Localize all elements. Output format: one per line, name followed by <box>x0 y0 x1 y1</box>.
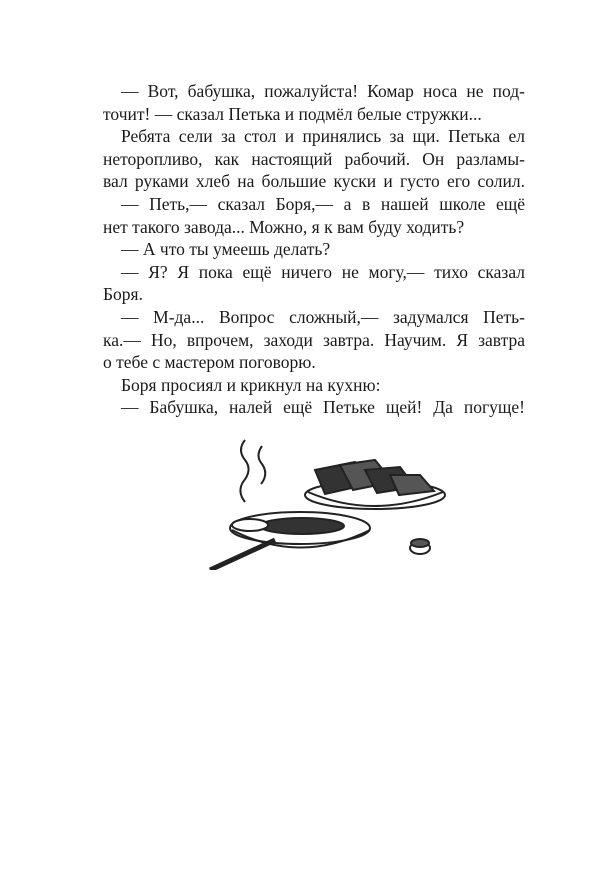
body-text <box>103 80 525 419</box>
text-line: нет такого завода... Можно, я к вам буду ходить? <box>103 216 465 237</box>
soup-bowl-icon <box>210 512 370 570</box>
text-line: неторопливо, как настоящий рабочий. Он разламы- <box>103 148 525 169</box>
text-line: ка.— Но, впрочем, заходи завтра. Научим. Я завтра <box>103 329 525 350</box>
text-line: точит! — сказал Петька и подмёл белые стружки... <box>103 103 482 124</box>
soup-and-bread-illustration <box>190 430 460 570</box>
bread-plate-icon <box>305 460 445 509</box>
text-line: Ребята сели за стол и принялись за щи. Петька ел <box>121 126 525 147</box>
text-line: — Бабушка, налей ещё Петьке щей! Да погуще! <box>121 397 525 418</box>
text-line: — А что ты умеешь делать? <box>121 239 331 260</box>
text-line: Боря. <box>103 284 143 305</box>
text-line: — М-да... Вопрос сложный,— задумался Петь- <box>121 306 525 327</box>
text-line: — Петь,— сказал Боря,— а в нашей школе ещё <box>121 193 525 214</box>
text-line: вал руками хлеб на большие куски и густо его солил. <box>103 171 525 192</box>
steam-icon <box>240 440 265 502</box>
text-line: — Я? Я пока ещё ничего не могу,— тихо сказал <box>121 261 525 282</box>
text-line: о тебе с мастером поговорю. <box>103 352 316 373</box>
text-line: Боря просиял и крикнул на кухню: <box>121 374 381 395</box>
salt-shaker-icon <box>410 539 430 554</box>
text-line: — Вот, бабушка, пожалуйста! Комар носа не под- <box>121 81 525 101</box>
